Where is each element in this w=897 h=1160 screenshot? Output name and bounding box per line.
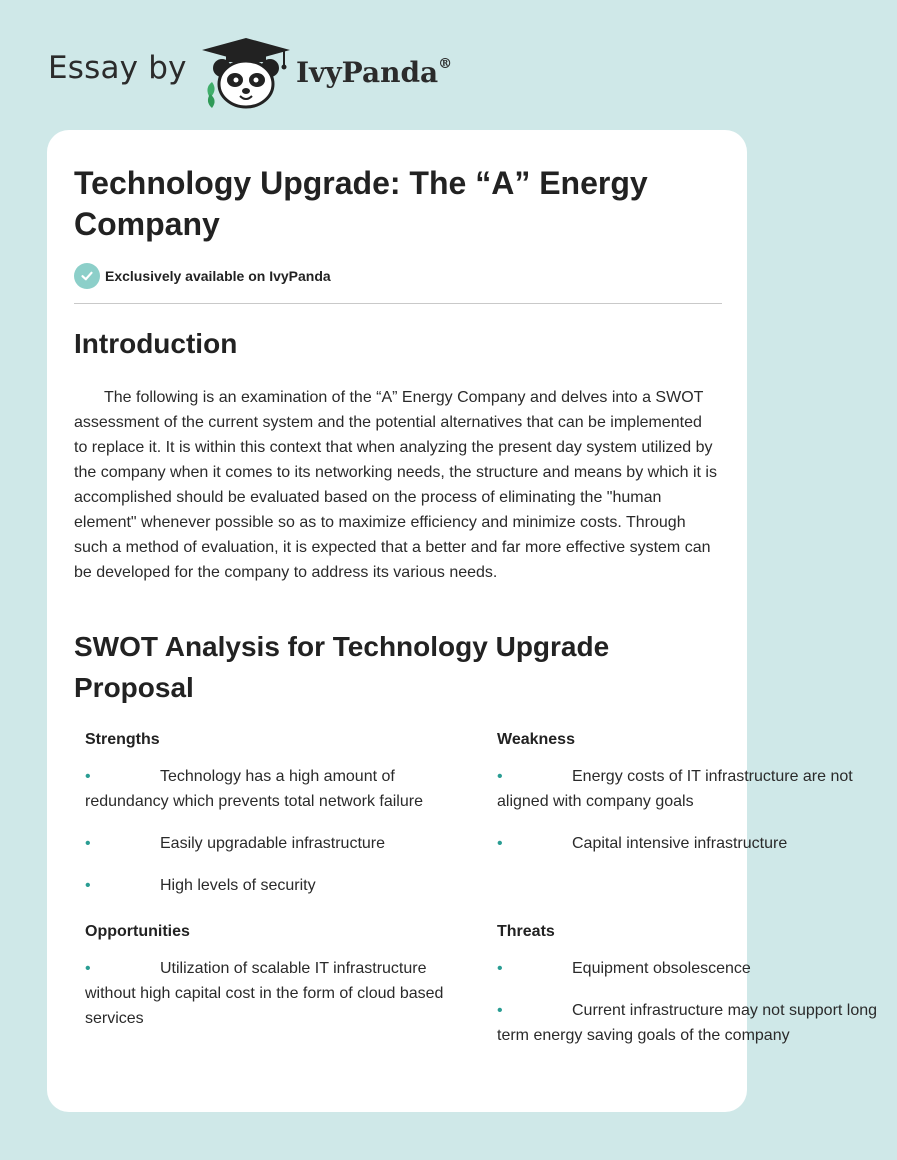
exclusive-label: Exclusively available on IvyPanda	[105, 268, 331, 284]
brand-text: IvyPanda	[296, 56, 439, 89]
opportunity-item: Utilization of scalable IT infrastructure without high capital cost in the form of cloud based services	[85, 960, 444, 1027]
bullet-icon: •	[85, 768, 91, 785]
bullet-icon: •	[497, 768, 503, 785]
list-item	[85, 873, 475, 898]
introduction-paragraph: The following is an examination of the “A” Energy Company and delves into a SWOT assessment of the current system and the potential alternatives that can be implemented to replace it. It is within this context that when analyzing the present day system utilized by the company when it comes to its networking needs, the structure and means by which it is accomplished should be evaluated based on the process of eliminating the "human element" whenever possible so as to maximize efficiency and minimize costs. Through such a method of evaluation, it is expected that a better and far more effective system can be developed for the company to address its various needs.	[74, 389, 717, 581]
strength-item: Technology has a high amount of redundancy which prevents total network failure	[85, 768, 423, 810]
strength-item: Easily upgradable infrastructure	[160, 835, 386, 852]
article-card	[47, 130, 878, 1112]
swot-heading: SWOT Analysis for Technology Upgrade Proposal	[74, 631, 610, 703]
list-item	[85, 764, 475, 814]
essay-by-label: Essay by	[48, 50, 187, 86]
weakness-item: Energy costs of IT infrastructure are not aligned with company goals	[497, 768, 853, 810]
page-title: Technology Upgrade: The “A” Energy Company	[74, 165, 648, 242]
threat-item: Current infrastructure may not support long term energy saving goals of the company	[497, 1002, 878, 1044]
bullet-icon: •	[497, 1002, 503, 1019]
panda-graduate-logo-icon[interactable]	[200, 36, 292, 110]
list-item	[85, 831, 475, 856]
introduction-heading: Introduction	[74, 328, 238, 359]
swot-threats	[497, 922, 897, 1065]
swot-opportunities	[85, 922, 475, 1048]
strength-item: High levels of security	[160, 877, 316, 894]
bullet-icon: •	[85, 877, 91, 894]
threat-item: Equipment obsolescence	[572, 960, 751, 977]
threats-heading: Threats	[497, 923, 555, 940]
strengths-heading: Strengths	[85, 731, 160, 748]
weakness-item: Capital intensive infrastructure	[572, 835, 788, 852]
swot-weakness	[497, 730, 897, 873]
bullet-icon: •	[497, 960, 503, 977]
registered-mark: ®	[438, 55, 453, 72]
exclusive-badge	[74, 263, 331, 289]
list-item	[85, 956, 475, 1031]
bullet-icon: •	[85, 960, 91, 977]
weakness-heading: Weakness	[497, 731, 575, 748]
bullet-icon: •	[497, 835, 503, 852]
bullet-icon: •	[85, 835, 91, 852]
check-icon	[74, 263, 100, 289]
list-item	[497, 831, 897, 856]
brand-name[interactable]	[296, 56, 452, 89]
swot-strengths	[85, 730, 475, 915]
list-item	[497, 998, 897, 1048]
list-item	[497, 764, 897, 814]
list-item	[497, 956, 897, 981]
title-divider	[74, 303, 722, 304]
site-header	[0, 0, 800, 120]
opportunities-heading: Opportunities	[85, 923, 190, 940]
